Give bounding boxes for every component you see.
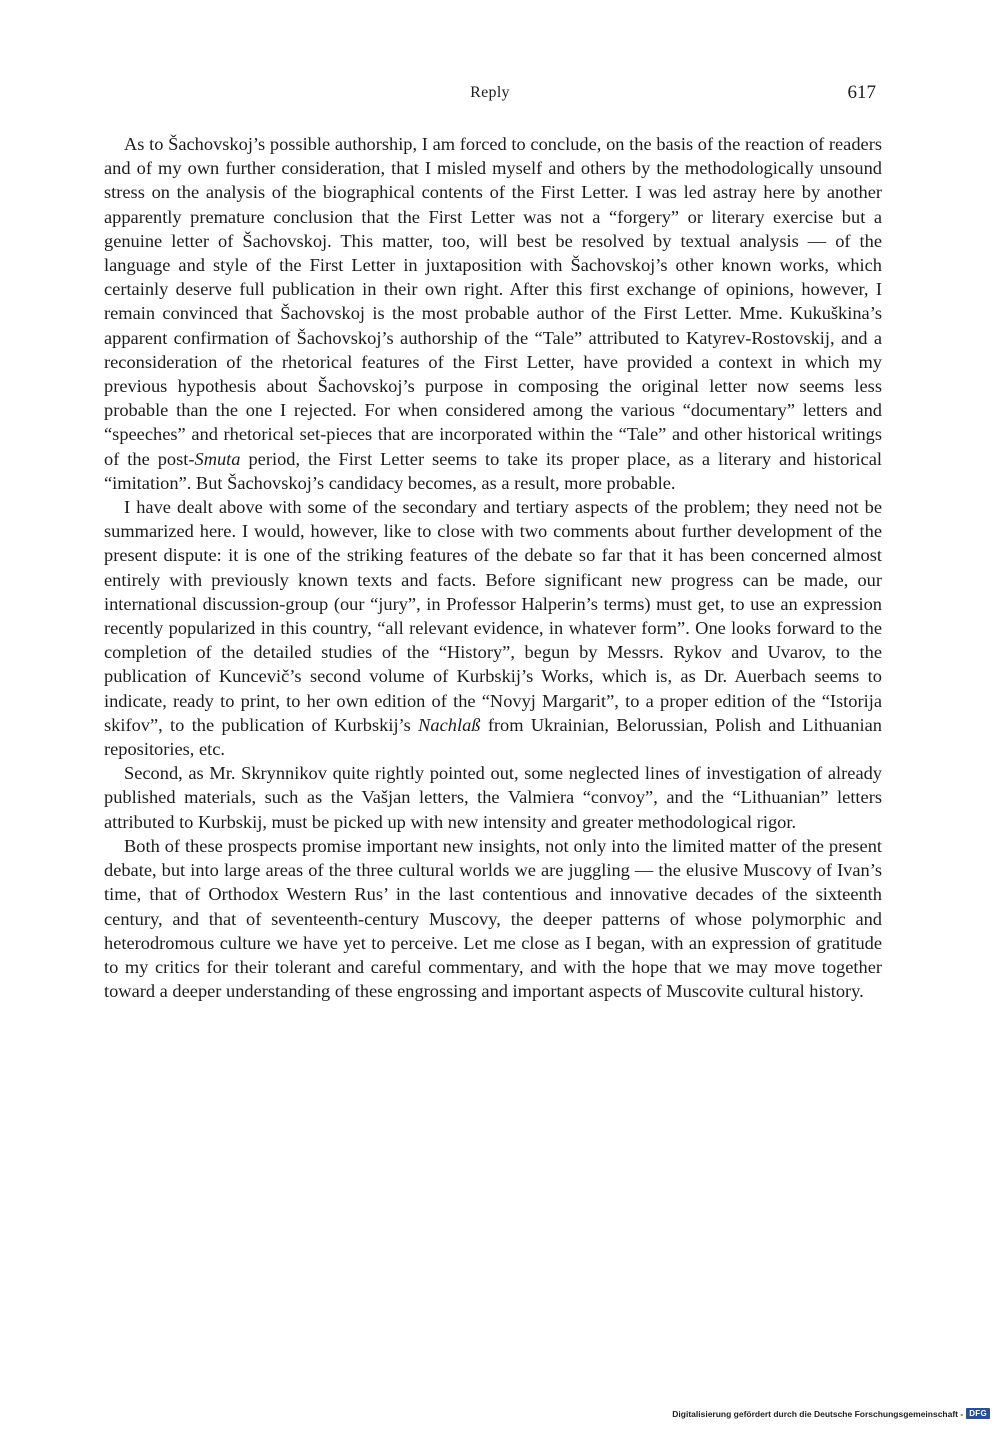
digitization-credit xyxy=(672,1408,990,1419)
paragraph-further-development xyxy=(104,495,882,761)
dfg-logo-icon: DFG xyxy=(966,1408,990,1419)
paragraph-second: Second, as Mr. Skrynnikov quite rightly pointed out, some neglected lines of investigation of already published materials, such as the Vašjan letters, the Valmiera “convoy”, and the “Lithuanian” letters attributed to Kurbskij, must be picked up with new intensity and greater methodological rigor. xyxy=(104,763,882,832)
paragraph-authorship xyxy=(104,132,882,495)
paragraph-authorship-text: As to Šachovskoj’s possible authorship, I am forced to conclude, on the basis of the reaction of readers and of my own further consideration, that I misled myself and others by the methodologically unsound stress on the analysis of the biographical contents of the First Letter. I was led astray here by another apparently premature conclusion that the First Letter was not a “forgery” or literary exercise but a genuine letter of Šachovskoj. This matter, too, will best be resolved by textual analysis — of the language and style of the First Letter in juxtaposition with Šachovskoj’s other known works, which certainly deserve full publication in their own right. After this first exchange of opinions, however, I remain convinced that Šachovskoj is the most probable author of the First Letter. Mme. Kukuškina’s apparent confirmation of Šachovskoj’s authorship of the “Tale” attributed to Katyrev-Rostovskij, and a reconsideration of the rhetorical features of the First Letter, have provided a context in which my previous hypothesis about Šachovskoj’s purpose in composing the original letter now seems less probable than the one I rejected. For when considered among the various “documentary” letters and “speeches” and rhetorical set-pieces that are incorporated within the “Tale” and other historical writings of the post- xyxy=(104,134,882,469)
article-body xyxy=(104,132,882,1003)
paragraph-further-development-end: from Ukrainian, Belorussian, Polish and Lithuanian repositories, etc. xyxy=(104,714,882,760)
italic-term-smuta: Smuta xyxy=(194,448,241,469)
paragraph-closing: Both of these prospects promise important new insights, not only into the limited matter of the present debate, but into large areas of the three cultural worlds we are juggling — the elusive Muscovy of Ivan’s time, that of Orthodox Western Rus’ in the last contentious and innovative decades of the sixteenth century, and that of seventeenth-century Muscovy, the deeper patterns of whose polymorphic and heterodromous culture we have yet to perceive. Let me close as I began, with an expression of gratitude to my critics for their tolerant and careful commentary, and with the hope that we may move together toward a deeper understanding of these engrossing and important aspects of Muscovite cultural history. xyxy=(104,835,882,1002)
paragraph-further-development-text: I have dealt above with some of the secondary and tertiary aspects of the problem; they need not be summarized here. I would, however, like to close with two comments about further development of the present dispute: it is one of the striking features of the debate so far that it has been concerned almost entirely with previously known texts and facts. Before significant new progress can be made, our international discussion-group (our “jury”, in Professor Halperin’s terms) must get, to use an expression recently popularized in this country, “all relevant evidence, in whatever form”. One looks forward to the completion of the detailed studies of the “History”, begun by Messrs. Rykov and Uvarov, to the publication of Kuncevič’s second volume of Kurbskij’s Works, which is, as Dr. Auerbach seems to indicate, ready to print, to her own edition of the “Novyj Margarit”, to a proper edition of the “Istorija skifov”, to the publication of Kurbskij’s xyxy=(104,497,882,735)
credit-text: Digitalisierung gefördert durch die Deutsche Forschungsgemeinschaft - xyxy=(672,1408,964,1419)
running-head-title: Reply xyxy=(470,84,510,101)
page-number: 617 xyxy=(847,82,876,103)
italic-term-nachlass: Nachlaß xyxy=(418,714,481,735)
paragraph-authorship-end: period, the First Letter seems to take its proper place, as a literary and historical “imitation”. But Šachovskoj’s candidacy becomes, as a result, more probable. xyxy=(104,448,882,493)
running-head xyxy=(104,84,876,108)
